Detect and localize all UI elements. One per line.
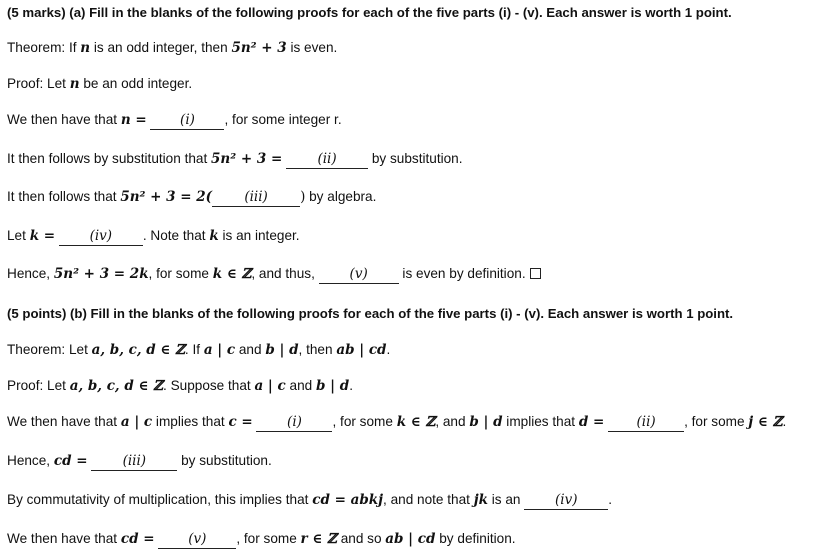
math-expr: 5n² + 3 = 2k xyxy=(53,266,149,282)
math-n: n xyxy=(80,40,91,56)
math-expr: 5n² + 3 xyxy=(231,40,287,56)
part-a-theorem xyxy=(7,39,337,57)
text: by algebra. xyxy=(305,189,377,204)
part-a-line-3 xyxy=(7,111,342,130)
part-b-line-5 xyxy=(7,491,612,510)
math-n: n xyxy=(69,76,80,92)
text: . Suppose that xyxy=(163,378,255,393)
text: We then have that xyxy=(7,112,121,127)
math-b-divides-d: b | d xyxy=(315,378,350,394)
answer-blank-b-iv[interactable]: (iv) xyxy=(524,492,608,510)
text: , for some xyxy=(236,531,301,546)
text: . If xyxy=(184,342,204,357)
math-r-in-z: r ∈ ℤ xyxy=(300,531,337,547)
text: by substitution. xyxy=(371,151,463,166)
math-set: a, b, c, d ∈ ℤ xyxy=(69,378,164,394)
math-c: c = xyxy=(228,414,253,430)
answer-blank-a-iii[interactable]: (iii) xyxy=(212,189,300,207)
math-b-divides-d: b | d xyxy=(469,414,503,430)
math-k-in-z: k ∈ ℤ xyxy=(212,266,252,282)
qed-square-icon xyxy=(530,268,541,279)
answer-blank-b-iii[interactable]: (iii) xyxy=(91,453,177,471)
text: implies that xyxy=(502,414,579,429)
text: By commutativity of multiplication, this implies that xyxy=(7,492,313,507)
math-expr: n = xyxy=(120,112,147,128)
text: , and thus, xyxy=(251,266,315,281)
text: . xyxy=(608,492,613,507)
part-a-line-4 xyxy=(7,150,463,169)
text: , for some xyxy=(148,266,213,281)
text: , and note that xyxy=(383,492,474,507)
text: Hence, xyxy=(7,453,54,468)
text: Theorem: Let xyxy=(7,342,92,357)
text: Theorem: If xyxy=(7,40,81,55)
text: and xyxy=(285,378,316,393)
math-jk: jk xyxy=(473,492,488,508)
text: and xyxy=(235,342,266,357)
math-expr: k = xyxy=(29,228,56,244)
answer-blank-a-i[interactable]: (i) xyxy=(150,112,224,130)
math-j-in-z: j ∈ ℤ xyxy=(748,414,783,430)
math-set: a, b, c, d ∈ ℤ xyxy=(91,342,185,358)
part-a-header: (5 marks) (a) Fill in the blanks of the following proofs for each of the five parts (i) - (v). Each answer is worth 1 point. xyxy=(7,5,732,20)
part-b-line-6 xyxy=(7,530,516,549)
math-b-divides-d: b | d xyxy=(265,342,299,358)
text: is even by definition. xyxy=(402,266,526,281)
text: . Note that xyxy=(142,228,210,243)
text: is even. xyxy=(286,40,338,55)
part-b-theorem xyxy=(7,341,390,359)
answer-blank-a-v[interactable]: (v) xyxy=(319,266,399,284)
text: , for some integer r. xyxy=(224,112,342,127)
text: be an odd integer. xyxy=(79,76,193,91)
text: by substitution. xyxy=(181,453,272,468)
answer-blank-b-ii[interactable]: (ii) xyxy=(608,414,684,432)
answer-blank-b-i[interactable]: (i) xyxy=(256,414,332,432)
part-a-line-5 xyxy=(7,188,376,207)
text: . xyxy=(782,414,787,429)
part-a-line-6 xyxy=(7,227,300,246)
text: Hence, xyxy=(7,266,54,281)
math-conclusion: ab | cd xyxy=(385,531,436,547)
text: , then xyxy=(298,342,337,357)
text: . xyxy=(386,342,391,357)
part-a-line-7 xyxy=(7,265,541,284)
text: implies that xyxy=(152,414,229,429)
text: Let xyxy=(7,228,30,243)
text: Proof: Let xyxy=(7,76,70,91)
text: is an xyxy=(487,492,521,507)
text: and so xyxy=(336,531,386,546)
answer-blank-a-ii[interactable]: (ii) xyxy=(286,151,368,169)
answer-blank-b-v[interactable]: (v) xyxy=(158,531,236,549)
text: , and xyxy=(435,414,470,429)
text: by definition. xyxy=(435,531,516,546)
math-a-divides-c: a | c xyxy=(203,342,236,358)
part-b-line-4 xyxy=(7,452,272,471)
part-b-proof-intro xyxy=(7,377,353,395)
math-expr: 5n² + 3 = xyxy=(211,151,283,167)
text: is an odd integer, then xyxy=(90,40,232,55)
math-k: k xyxy=(209,228,219,244)
math-expr: 5n² + 3 = 2( xyxy=(120,189,213,205)
text: , for some xyxy=(332,414,397,429)
text: It then follows that xyxy=(7,189,121,204)
part-b-line-3 xyxy=(7,413,786,432)
math-a-divides-c: a | c xyxy=(254,378,286,394)
answer-blank-a-iv[interactable]: (iv) xyxy=(59,228,143,246)
math-paren: ) xyxy=(300,189,306,205)
math-conclusion: ab | cd xyxy=(336,342,387,358)
text: , for some xyxy=(684,414,749,429)
math-expr: cd = xyxy=(120,531,155,547)
math-d: d = xyxy=(578,414,605,430)
text: We then have that xyxy=(7,414,121,429)
text: Proof: Let xyxy=(7,378,70,393)
part-a-proof-intro xyxy=(7,75,192,93)
text: is an integer. xyxy=(218,228,300,243)
math-k-in-z: k ∈ ℤ xyxy=(396,414,436,430)
text: It then follows by substitution that xyxy=(7,151,212,166)
math-expr: cd = abkj xyxy=(312,492,384,508)
math-a-divides-c: a | c xyxy=(120,414,153,430)
math-expr: cd = xyxy=(53,453,88,469)
part-b-header: (5 points) (b) Fill in the blanks of the following proofs for each of the five parts (i) - (v). Each answer is worth 1 point. xyxy=(7,306,734,321)
text: We then have that xyxy=(7,531,121,546)
text: . xyxy=(349,378,353,393)
